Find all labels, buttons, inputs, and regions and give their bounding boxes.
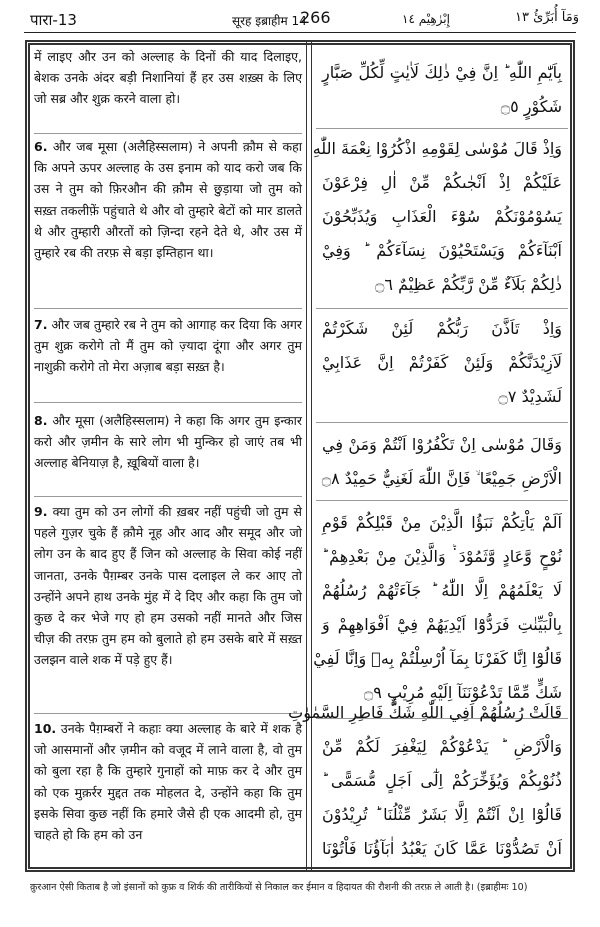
verse-text: और जब तुम्हारे रब ने तुम को आगाह कर दिया कि अगर तुम शुक्र करोगे तो मैं तुम को ज़्यादा दूंगा और अगर तुम नाशुक्री करोगे तो मेरा अज़ाब बड़ा सख़्त है। — [34, 317, 302, 375]
arabic-line: شَكُوْرٍ ۝٥ — [500, 97, 562, 116]
page-number: 266 — [300, 8, 331, 27]
verse-number: 9. — [34, 504, 48, 519]
page-footer: क़ुरआन ऐसी किताब है जो इंसानों को कुफ्र व शिर्क की तारीकियों से निकाल कर ईमान व हिदायत की रौशनी की तरफ़ ले आती है। (इब्राहीमः 10) — [30, 882, 528, 893]
arabic-line: بِاَيّٰمِ اللّٰهِ ؕ اِنَّ فِيْ ذٰلِكَ لَاٰيٰتٍ لِّكُلِّ صَبَّارٍ — [322, 63, 562, 82]
arabic-block — [316, 428, 568, 501]
para-label: पारा-13 — [30, 11, 77, 29]
arabic-surah-label: إِبْرٰهِيْم ١٤ — [402, 12, 450, 26]
arabic-line: الْاَرْضِ جَمِيْعًا ۙ فَاِنَّ اللّٰهَ لَغَنِيٌّ حَمِيْدٌ ۝٨ — [321, 469, 562, 488]
surah-label: सूरह इब्राहीम 14 — [232, 14, 307, 28]
arabic-line: قَالُوْٓا اِنْ اَنْتُمْ اِلَّا بَشَرٌ مِّثْلُنَا ؕ تُرِيْدُوْنَ — [322, 805, 562, 824]
verse-number: 6. — [34, 139, 48, 154]
verse-number: 8. — [34, 413, 48, 428]
arabic-column — [288, 46, 568, 866]
arabic-line: وَقَالَ مُوْسٰى اِنْ تَكْفُرُوْا اَنْتُمْ وَمَنْ فِي — [322, 435, 562, 454]
arabic-line: قَالَتْ رُسُلُهُمْ اَفِي اللّٰهِ شَكٌّ فَاطِرِ السَّمٰوٰتِ — [288, 703, 562, 722]
arabic-line: نُوْحٍ وَّعَادٍ وَّثَمُوْدَ ۬ؕ وَالَّذِيْنَ مِنْ بَعْدِهِمْ ؕ — [322, 547, 562, 566]
arabic-line: ذٰلِكُمْ بَلَآءٌ مِّنْ رَّبِّكُمْ عَظِيْمٌ ۝٦ — [375, 275, 562, 294]
verse-text: क्या तुम को उन लोगों की ख़बर नहीं पहुंची जो तुम से पहले गुज़र चुके हैं क़ौमे नूह और आद और समूद और जो लोग उन के बाद हुए हैं जिन को अल्लाह के सिवा कोई नहीं जानता, उनके पैग़म्बर उनके पास दलाइल ले कर आए तो उन्होंने अपने हाथ उनके मुंह में दे दिए और कहा कि तुम जो कुछ दे कर भेजे गए हो हम उसको नहीं मानते और जिस चीज़ की तरफ़ तुम हम को बुलाते हो हम उसके बारे में सख़्त उलझन वाले शक में पड़े हुए हैं। — [34, 504, 302, 668]
translation-block — [34, 314, 302, 403]
arabic-block — [312, 132, 568, 309]
translation-block — [34, 501, 302, 714]
arabic-line: وَالْاَرْضِ ؕ يَدْعُوْكُمْ لِيَغْفِرَ لَكُمْ مِّنْ — [322, 737, 562, 756]
page-header — [0, 0, 600, 40]
verse-text: में लाइए और उन को अल्लाह के दिनों की याद दिलाइए, बेशक उनके अंदर बड़ी निशानियां हैं हर उस शख़्स के लिए जो सब्र और शुक्र करने वाला हो। — [34, 49, 302, 107]
arabic-line: يَسُوْمُوْنَكُمْ سُوْٓءَ الْعَذَابِ وَيُذَبِّحُوْنَ — [322, 207, 562, 226]
verse-text: और जब मूसा (अलैहिस्सलाम) ने अपनी क़ौम से कहा कि अपने ऊपर अल्लाह के उस इनाम को याद करो जब कि उस ने तुम को फ़िरऔन की क़ौम से छुड़ाया जो तुम को सख़्त तकलीफ़ें पहुंचाते थे और वो तुम्हारे बेटों को मार डालते थे और तुम्हारी औरतों को ज़िन्दा रहने देते थे, और उस में तुम्हारे रब की तरफ़ से बड़ा इम्तिहान था। — [34, 139, 302, 261]
arabic-line: وَاِذْ قَالَ مُوْسٰى لِقَوْمِهِ اذْكُرُوْا نِعْمَةَ اللّٰهِ — [312, 139, 562, 158]
translation-column — [34, 46, 302, 866]
arabic-line: شَكٍّ مِّمَّا تَدْعُوْنَنَآ اِلَيْهِ مُرِيْبٍ ۝٩ — [363, 683, 562, 702]
verse-number: 7. — [34, 317, 48, 332]
arabic-line: لَاَزِيْدَنَّكُمْ وَلَئِنْ كَفَرْتُمْ اِنَّ عَذَابِيْ — [322, 353, 562, 372]
arabic-line: وَاِذْ تَاَذَّنَ رَبُّكُمْ لَئِنْ شَكَرْتُمْ — [322, 319, 562, 338]
arabic-para-label: وَمَآ أُبَرِّئُ ١٣ — [515, 10, 580, 25]
column-divider — [306, 40, 312, 872]
translation-block — [34, 718, 302, 864]
header-rule — [24, 32, 576, 33]
verse-text: और मूसा (अलैहिस्सलाम) ने कहा कि अगर तुम इन्कार करो और ज़मीन के सारे लोग भी मुन्किर हो जाएं तब भी अल्लाह बेनियाज़ है, ख़ूबियों वाला है। — [34, 413, 302, 471]
verse-number: 10. — [34, 721, 57, 736]
translation-block — [34, 46, 302, 134]
translation-block — [34, 136, 302, 309]
arabic-block — [316, 56, 568, 129]
arabic-line: قَالُوْٓا اِنَّا كَفَرْنَا بِمَآ اُرْسِلْتُمْ بِهٖ وَاِنَّا لَفِيْ — [313, 649, 562, 668]
arabic-line: لَشَدِيْدٌ ۝٧ — [498, 387, 562, 406]
verse-text: उनके पैग़म्बरों ने कहाः क्या अल्लाह के बारे में शक है जो आसमानों और ज़मीन को वजूद में लाने वाला है, वो तुम को बुला रहा है कि तुम्हारे गुनाहों को माफ़ कर दे और तुम को एक मुक़र्रर मुद्दत तक मोहलत दे, उन्होंने कहा कि तुम इसके सिवा कुछ नहीं कि हमारे जैसे ही एक आदमी हो, तुम चाहते हो कि हम को उन — [34, 721, 302, 843]
arabic-line: عَلَيْكُمْ اِذْ اَنْجٰىكُمْ مِّنْ اٰلِ فِرْعَوْنَ — [322, 173, 562, 192]
arabic-block — [313, 506, 568, 719]
arabic-line: ذُنُوْبِكُمْ وَيُؤَخِّرَكُمْ اِلٰٓى اَجَلٍ مُّسَمًّى ؕ — [322, 771, 562, 790]
arabic-line: اَبْنَآءَكُمْ وَيَسْتَحْيُوْنَ نِسَآءَكُمْ ؕ وَفِيْ — [322, 241, 562, 260]
arabic-line: لَا يَعْلَمُهُمْ اِلَّا اللّٰهُ ؕ جَآءَتْهُمْ رُسُلُهُمْ — [322, 581, 562, 600]
arabic-line: اَلَمْ يَاْتِكُمْ نَبَؤُا الَّذِيْنَ مِنْ قَبْلِكُمْ قَوْمِ — [322, 513, 562, 532]
translation-block — [34, 410, 302, 497]
arabic-block — [288, 696, 568, 872]
arabic-line: اَنْ تَصُدُّوْنَا عَمَّا كَانَ يَعْبُدُ اٰبَآؤُنَا فَاْتُوْنَا — [322, 839, 562, 858]
arabic-block — [316, 312, 568, 423]
arabic-line: بِالْبَيِّنٰتِ فَرَدُّوْٓا اَيْدِيَهُمْ فِيْٓ اَفْوَاهِهِمْ وَ — [322, 615, 562, 634]
